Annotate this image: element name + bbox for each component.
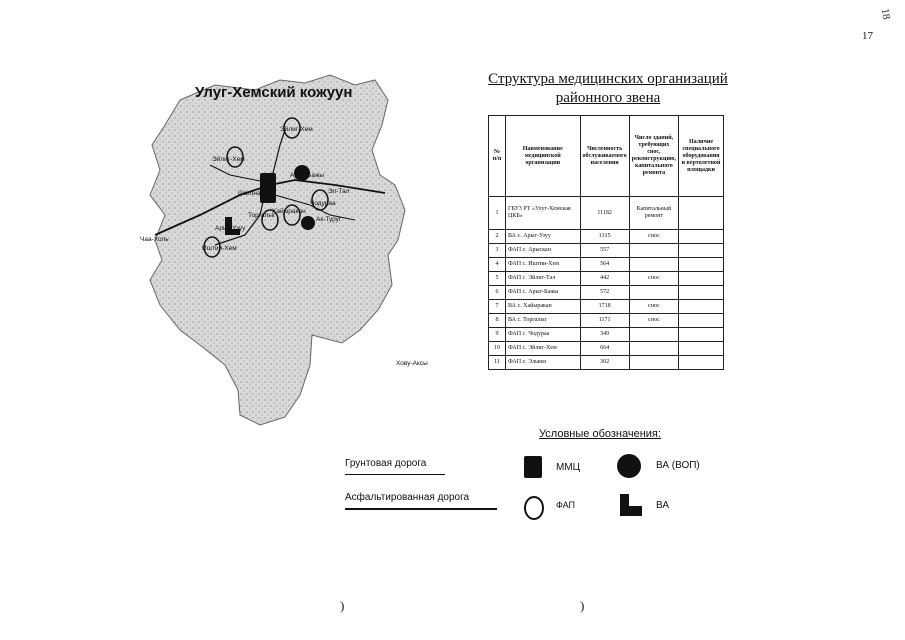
cell-repair: снос bbox=[629, 300, 678, 314]
cell-population: 1718 bbox=[580, 300, 629, 314]
mmc-square-icon bbox=[524, 456, 542, 478]
table-row bbox=[489, 356, 724, 370]
cell-population: 442 bbox=[580, 272, 629, 286]
legend-dirt-road-line bbox=[345, 474, 445, 475]
col-header-population: Численность обслуживаемого населения bbox=[580, 116, 629, 197]
cell-equipment bbox=[679, 197, 724, 230]
handwritten-mark: 18 bbox=[878, 7, 893, 21]
cell-population: 302 bbox=[580, 356, 629, 370]
cell-num: 11 bbox=[489, 356, 506, 370]
cell-num: 8 bbox=[489, 314, 506, 328]
table-row bbox=[489, 300, 724, 314]
cell-name: ГБУЗ РТ «Улуг-Хемская ЦКБ» bbox=[506, 197, 581, 230]
cell-repair: снос bbox=[629, 272, 678, 286]
cell-equipment bbox=[679, 300, 724, 314]
cell-population: 557 bbox=[580, 244, 629, 258]
cell-repair bbox=[629, 356, 678, 370]
cell-population: 564 bbox=[580, 258, 629, 272]
cell-name: ВА с. Арыг-Узуу bbox=[506, 230, 581, 244]
district-shape bbox=[150, 75, 405, 425]
table-header-row bbox=[489, 116, 724, 197]
cell-equipment bbox=[679, 328, 724, 342]
cell-population: 349 bbox=[580, 328, 629, 342]
va-l-shape-icon bbox=[620, 494, 642, 516]
map-label: Чаа-Холь bbox=[140, 236, 169, 243]
cell-repair bbox=[629, 286, 678, 300]
map-title: Улуг-Хемский кожуун bbox=[195, 84, 353, 101]
legend-fap-label: ФАП bbox=[556, 500, 576, 510]
cell-num: 4 bbox=[489, 258, 506, 272]
map-label: Иштии-Хем bbox=[202, 245, 237, 252]
table-row bbox=[489, 197, 724, 230]
cell-population: 572 bbox=[580, 286, 629, 300]
legend-title: Условные обозначения: bbox=[539, 428, 661, 440]
cell-name: ФАП с. Эльвиз bbox=[506, 356, 581, 370]
table-row bbox=[489, 286, 724, 300]
cell-name: ФАП с. Эйлиг-Тал bbox=[506, 272, 581, 286]
col-header-num: № п/п bbox=[489, 116, 506, 197]
col-header-name: Наименование медицинской организации bbox=[506, 116, 581, 197]
cell-num: 9 bbox=[489, 328, 506, 342]
map-label: Торгалыг bbox=[248, 212, 276, 219]
legend-dirt-road-label: Грунтовая дорога bbox=[345, 458, 427, 469]
cell-repair bbox=[629, 244, 678, 258]
page-number: 17 bbox=[862, 30, 873, 42]
table-row bbox=[489, 272, 724, 286]
table-row bbox=[489, 314, 724, 328]
table-row bbox=[489, 328, 724, 342]
cell-repair: снос bbox=[629, 314, 678, 328]
map-label: Хову-Аксы bbox=[396, 360, 428, 367]
table-row bbox=[489, 244, 724, 258]
legend-va-label: ВА bbox=[656, 500, 670, 511]
cell-num: 6 bbox=[489, 286, 506, 300]
fap-ring-icon bbox=[524, 496, 544, 520]
cell-equipment bbox=[679, 356, 724, 370]
legend-va-vop-label: ВА (ВОП) bbox=[656, 460, 700, 471]
legend-asphalt-road-label: Асфальтированная дорога bbox=[345, 492, 470, 503]
map-label: Эйлиг-Хем bbox=[280, 126, 313, 133]
table-row bbox=[489, 258, 724, 272]
cell-name: ФАП с. Арыскан bbox=[506, 244, 581, 258]
cell-equipment bbox=[679, 272, 724, 286]
cell-population: 11182 bbox=[580, 197, 629, 230]
cell-population: 1171 bbox=[580, 314, 629, 328]
table-row bbox=[489, 230, 724, 244]
cell-equipment bbox=[679, 230, 724, 244]
cell-equipment bbox=[679, 258, 724, 272]
cell-repair bbox=[629, 342, 678, 356]
medical-organizations-table bbox=[488, 115, 724, 370]
cell-num: 1 bbox=[489, 197, 506, 230]
footer-mark-left: ) bbox=[340, 598, 345, 613]
map-label: Хайыракан bbox=[272, 208, 306, 215]
map-label: Шагонар bbox=[238, 190, 265, 197]
cell-name: ВА с. Хайыракан bbox=[506, 300, 581, 314]
map-label: Эл-Тал bbox=[328, 188, 350, 195]
map-label: Ак-Туруг bbox=[316, 216, 342, 223]
district-map-svg bbox=[120, 45, 450, 440]
cell-name: ВА с. Торгалыг bbox=[506, 314, 581, 328]
cell-equipment bbox=[679, 244, 724, 258]
cell-num: 10 bbox=[489, 342, 506, 356]
map-label: Чодураа bbox=[310, 200, 336, 207]
cell-equipment bbox=[679, 314, 724, 328]
table-title: Структура медицинских организаций районного звена bbox=[488, 71, 728, 106]
cell-repair: снос bbox=[629, 230, 678, 244]
cell-name: ФАП с. Иштии-Хем bbox=[506, 258, 581, 272]
cell-name: ФАП с. Эйлиг-Хем bbox=[506, 342, 581, 356]
col-header-equipment: Наличие специального оборудования и вертолетной площадки bbox=[679, 116, 724, 197]
cell-repair bbox=[629, 258, 678, 272]
cell-name: ФАП с. Чодураа bbox=[506, 328, 581, 342]
cell-repair: Капитальный ремонт bbox=[629, 197, 678, 230]
map-label: Арыг-Бажы bbox=[290, 172, 325, 179]
cell-name: ФАП с. Арыг-Бажы bbox=[506, 286, 581, 300]
cell-num: 2 bbox=[489, 230, 506, 244]
cell-num: 5 bbox=[489, 272, 506, 286]
cell-num: 7 bbox=[489, 300, 506, 314]
district-map bbox=[120, 45, 450, 440]
cell-equipment bbox=[679, 286, 724, 300]
legend-mmc-label: ММЦ bbox=[556, 462, 581, 473]
map-label: Эйлиг-Хем bbox=[212, 156, 245, 163]
cell-repair bbox=[629, 328, 678, 342]
va-vop-circle-icon bbox=[617, 454, 641, 478]
footer-mark-right: ) bbox=[580, 598, 585, 613]
col-header-repair: Число зданий, требующих снос, реконструкцию, капитального ремонта bbox=[629, 116, 678, 197]
cell-population: 664 bbox=[580, 342, 629, 356]
map-label: Арыг-Узуу bbox=[215, 225, 246, 232]
cell-equipment bbox=[679, 342, 724, 356]
cell-num: 3 bbox=[489, 244, 506, 258]
cell-population: 1315 bbox=[580, 230, 629, 244]
legend-asphalt-road-line bbox=[345, 508, 497, 510]
table-row bbox=[489, 342, 724, 356]
